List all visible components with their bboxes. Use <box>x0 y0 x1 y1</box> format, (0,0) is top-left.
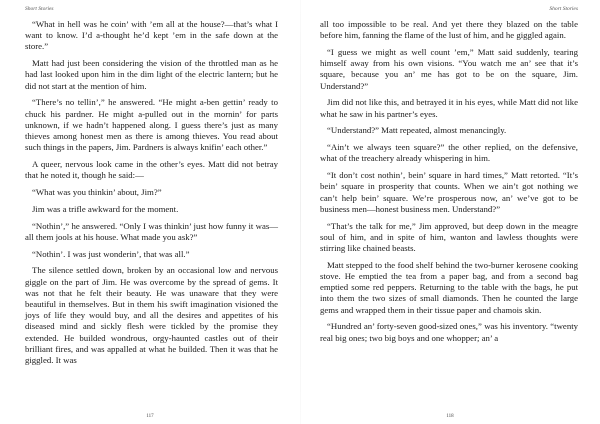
right-paragraph-9: “Hundred an’ forty-seven good-sized ones,” was his inventory. “twenty real big ones; two big boys and one whopper; an’ a <box>320 321 578 343</box>
right-running-head: Short Stories <box>549 6 578 12</box>
left-paragraph-9: The silence settled down, broken by an occasional low and nervous giggle on the part of Jim. He was overcome by the spread of gems. It was not that he felt their beauty. He was unaware that they were beautiful in themselves. But in them his swift imagination visioned the joys of life they would buy, and all the desires and appetites of his diseased mind and sickly flesh were tickled by the promise they extended. He builded wondrous, orgy-haunted castles out of their brilliant fires, and was appalled at what he builded. Then it was that he giggled. It was <box>25 265 278 366</box>
right-paragraph-6: “It don’t cost nothin’, bein’ square in hard times,” Matt retorted. “It’s bein’ square in prosperity that counts. When we ain’t got nothing we can’t help bein’ square. We’re prosperous now, an’ we’ve got to be business men—honest business men. Understand?” <box>320 170 578 214</box>
right-page-body <box>320 19 578 344</box>
right-page-number: 118 <box>446 414 454 419</box>
right-page <box>300 0 600 424</box>
right-paragraph-8: Matt stepped to the food shelf behind the two-burner kerosene cooking stove. He emptied the tea from a paper bag, and from a second bag emptied some red peppers. Returning to the table with the bags, he put into them the two sizes of small diamonds. Then he counted the large gems and wrapped them in their tissue paper and chamois skin. <box>320 259 578 315</box>
right-paragraph-3: Jim did not like this, and betrayed it in his eyes, while Matt did not like what he saw in his partner’s eyes. <box>320 97 578 119</box>
left-paragraph-8: “Nothin’. I was just wonderin’, that was all.” <box>32 248 190 259</box>
right-paragraph-4: “Understand?” Matt repeated, almost menancingly. <box>327 125 507 136</box>
right-paragraph-7: “That’s the talk for me,” Jim approved, but deep down in the meagre soul of him, and in spite of him, wanton and lawless thoughts were stirring like chained beasts. <box>320 220 578 254</box>
left-paragraph-7: “Nothin’,” he answered. “Only I was thinkin’ just how funny it was—all them jools at his house. What made you ask?” <box>25 220 278 242</box>
left-page-body <box>25 19 278 366</box>
right-paragraph-5: “Ain’t we always teen square?” the other replied, on the defensive, what of the treachery already whispering in him. <box>320 142 578 164</box>
left-running-head: Short Stories <box>25 6 54 12</box>
left-paragraph-5: “What was you thinkin’ about, Jim?” <box>32 187 162 198</box>
left-paragraph-1: “What in hell was he coin’ with ’em all at the house?—that’s what I want to know. I’d a-thought he’d kept ’em in the safe down at the store.” <box>25 19 278 52</box>
left-paragraph-4: A queer, nervous look came in the other’s eyes. Matt did not betray that he noted it, though he said:— <box>25 159 278 181</box>
right-paragraph-1: all too impossible to be real. And yet there they blazed on the table before him, fanning the flame of the lust of him, and he giggled again. <box>320 19 578 41</box>
left-paragraph-6: Jim was a trifle awkward for the moment. <box>32 203 179 214</box>
left-paragraph-3: “There’s no tellin’,” he answered. “He might a-ben gettin’ ready to chuck his pardner. He might a-pulled out in the mornin’ for parts unknown, if we hadn’t happened along. I guess there’s just as many thieves among honest men as there is among thieves. You read about such things in the papers, Jim. Pardners is always knifin’ each other.” <box>25 97 278 153</box>
left-page-number: 117 <box>146 414 154 419</box>
right-paragraph-2: “I guess we might as well count ’em,” Matt said suddenly, tearing himself away from his own visions. “You watch me an’ see that it’s square, because you an’ me has got to be on the square, Jim. Understand?” <box>320 47 578 91</box>
left-paragraph-2: Matt had just been considering the vision of the throttled man as he had last looked upon him in the dim light of the electric lantern; but he did not start at the mention of him. <box>25 58 278 91</box>
